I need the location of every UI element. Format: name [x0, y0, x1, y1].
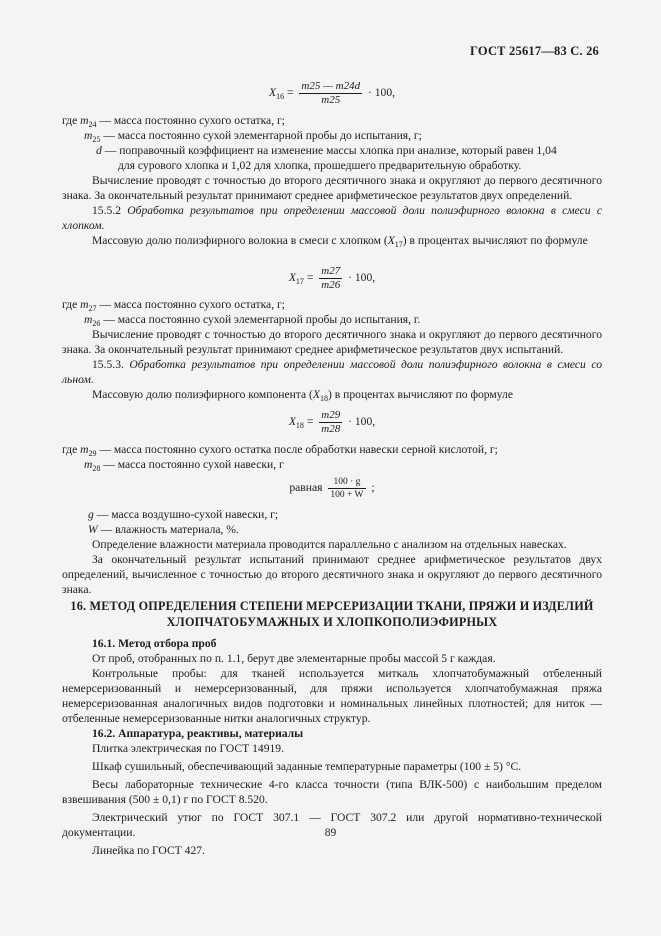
subsection-15-5-3	[62, 357, 602, 387]
def-sub: 27	[88, 304, 97, 313]
def-text: — поправочный коэффициент на изменение массы хлопка при анализе, который равен 1,04	[101, 144, 557, 157]
definitions-2	[62, 297, 602, 402]
definition-continuation: для сурового хлопка и 1,02 для хлопка, прошедшего предварительную обработку.	[118, 159, 522, 172]
def-sub: 25	[92, 135, 101, 144]
definition-line	[62, 522, 602, 537]
definition-line	[62, 113, 602, 128]
def-sub: 29	[88, 449, 97, 458]
subsection-16-2-title: 16.2. Аппаратура, реактивы, материалы	[92, 727, 304, 740]
formula-tail: · 100,	[365, 86, 396, 100]
formula-tail: ;	[368, 481, 375, 495]
paragraph-15-5-3-formula-intro	[62, 387, 602, 402]
def-sub: 24	[88, 120, 97, 129]
def-lead: где	[62, 298, 81, 311]
subsection-16-1-title: 16.1. Метод отбора проб	[92, 637, 217, 650]
text: ) в процентах вычисляют по формуле	[328, 388, 513, 401]
definitions-1	[62, 113, 602, 248]
formula-fraction	[319, 409, 342, 436]
formula-lhs: X	[268, 86, 277, 100]
fraction-numerator: 100 · g	[328, 476, 365, 489]
def-sub: 28	[92, 464, 101, 473]
def-text: — масса постоянно сухого остатка, г;	[96, 298, 285, 311]
formula-tail: · 100,	[345, 415, 376, 429]
paragraph-calc-2: Вычисление проводят с точностью до второго десятичного знака и округляют до первого десятичного знака. За окончательный результат принимают среднее арифметическое результатов двух испытаний.	[62, 328, 602, 356]
def-symbol: m	[84, 313, 93, 326]
fraction-denominator: m25	[321, 94, 341, 106]
formula-tail: · 100,	[345, 271, 376, 285]
definition-line	[62, 442, 602, 457]
page-header: ГОСТ 25617—83 С. 26	[470, 44, 599, 58]
def-symbol: m	[80, 443, 89, 456]
def-sub: 26	[92, 319, 101, 328]
subsection-title: Обработка результатов при определении массовой доли полиэфирного волокна в смеси со льном.	[62, 358, 602, 386]
equipment-item: Линейка по ГОСТ 427.	[92, 844, 205, 857]
fraction-numerator: m25 — m24d	[301, 80, 361, 92]
formula-eq: =	[303, 271, 317, 285]
text: Массовую долю полиэфирного компонента (	[92, 388, 313, 401]
section-heading-line-1: 16. МЕТОД ОПРЕДЕЛЕНИЯ СТЕПЕНИ МЕРСЕРИЗАЦИИ ТКАНИ, ПРЯЖИ И ИЗДЕЛИЙ	[70, 599, 594, 613]
text: ) в процентах вычисляют по формуле	[402, 234, 588, 247]
paragraph-16-1-1: От проб, отобранных по п. 1.1, берут две элементарные пробы массой 5 г каждая.	[92, 652, 496, 665]
subsection-15-5-2	[62, 203, 602, 233]
text: Массовую долю полиэфирного волокна в смеси с хлопком (	[92, 234, 388, 247]
formula-x18	[62, 409, 602, 436]
fraction-numerator: m29	[321, 409, 341, 421]
formula-eq: =	[303, 415, 317, 429]
def-text: — масса постоянно сухого остатка после обработки навески серной кислотой, г;	[96, 443, 498, 456]
def-text: — влажность материала, %.	[97, 523, 239, 536]
def-text: — масса постоянно сухой навески, г	[100, 458, 284, 471]
equipment-item: Весы лабораторные технические 4-го класса точности (типа ВЛК-500) с наибольшим пределом взвешивания (500 ± 0,1) г по ГОСТ 8.520.	[62, 778, 602, 806]
fraction-denominator: m26	[321, 279, 341, 291]
formula-lhs-sub: 16	[276, 92, 285, 102]
formula-fraction	[299, 80, 362, 107]
symbol: X	[387, 234, 395, 247]
equipment-item: Электрический утюг по ГОСТ 307.1 — ГОСТ 307.2 или другой нормативно-технической документации.	[62, 811, 602, 839]
def-symbol: d	[96, 144, 102, 157]
paragraph-calc-1: Вычисление проводят с точностью до второго десятичного знака и округляют до первого десятичного знака. За окончательный результат принимают среднее арифметическое результатов двух определений.	[62, 174, 602, 202]
paragraph-15-5-2-formula-intro	[62, 233, 602, 248]
formula-x16	[62, 80, 602, 107]
formula-lhs: X	[288, 415, 296, 429]
def-symbol: g	[88, 508, 94, 521]
paragraph-moisture-2: За окончательный результат испытаний принимают среднее арифметическое результатов двух определений, вычисленное с точностью до второго десятичного знака и округляют до первого десятичного знака.	[62, 553, 602, 596]
def-text: — масса воздушно-сухой навески, г;	[93, 508, 279, 521]
definition-line	[62, 128, 602, 143]
def-symbol: m	[80, 114, 89, 127]
formula-x17	[62, 265, 602, 292]
definition-line	[62, 457, 602, 472]
formula-lhs-sub: 17	[295, 277, 304, 287]
formula-fraction	[319, 265, 342, 292]
definition-line	[62, 312, 602, 327]
symbol-sub: 18	[320, 394, 329, 403]
page-number: 89	[324, 827, 337, 839]
def-text: — масса постоянно сухой элементарной пробы до испытания, г.	[100, 313, 421, 326]
definitions-4	[62, 507, 602, 597]
section-16-heading	[62, 598, 602, 630]
def-symbol: m	[80, 298, 89, 311]
symbol-sub: 17	[394, 240, 403, 249]
definition-line	[62, 507, 602, 522]
definition-line	[62, 143, 602, 158]
subsection-number: 15.5.2	[92, 204, 121, 217]
def-text: — масса постоянно сухого остатка, г;	[96, 114, 285, 127]
formula-lhs: X	[288, 271, 296, 285]
def-lead: где	[62, 114, 81, 127]
def-lead: где	[62, 443, 81, 456]
def-text: — масса постоянно сухой элементарной пробы до испытания, г;	[100, 129, 422, 142]
subsection-number: 15.5.3.	[92, 358, 124, 371]
equipment-item: Плитка электрическая по ГОСТ 14919.	[92, 742, 284, 755]
definitions-3	[62, 442, 602, 472]
fraction-denominator: 100 + W	[330, 490, 364, 500]
formula-equal	[62, 476, 602, 501]
formula-lhs-sub: 18	[295, 421, 304, 431]
formula-eq: =	[284, 86, 297, 100]
subsection-title: Обработка результатов при определении массовой доли полиэфирного волокна в смеси с хлопком.	[62, 204, 602, 232]
fraction-numerator: m27	[321, 265, 341, 277]
section-heading-line-2: ХЛОПЧАТОБУМАЖНЫХ И ХЛОПКОПОЛИЭФИРНЫХ	[166, 615, 498, 629]
paragraph-16-1-2: Контрольные пробы: для тканей используется миткаль хлопчатобумажный отбеленный немерсеризованный и немерсеризованный, для пряжи используется хлопчатобумажная пряжа немерсеризованная аналогичных видов подготовки и номинальных линейных плотностей; для ниток — отбеленные немерсеризованные нитки аналогичных структур.	[62, 667, 602, 725]
formula-fraction	[328, 476, 365, 501]
definition-line	[62, 297, 602, 312]
section-16-body	[62, 636, 602, 858]
def-symbol: W	[88, 523, 98, 536]
def-symbol: m	[84, 129, 93, 142]
equipment-item: Шкаф сушильный, обеспечивающий заданные температурные параметры (100 ± 5) °С.	[92, 760, 522, 773]
symbol: X	[312, 388, 321, 401]
equal-word: равная	[289, 481, 323, 495]
paragraph-moisture-1: Определение влажности материала проводится параллельно с анализом на отдельных навесках.	[92, 538, 567, 551]
def-symbol: m	[84, 458, 93, 471]
fraction-denominator: m28	[321, 423, 341, 435]
